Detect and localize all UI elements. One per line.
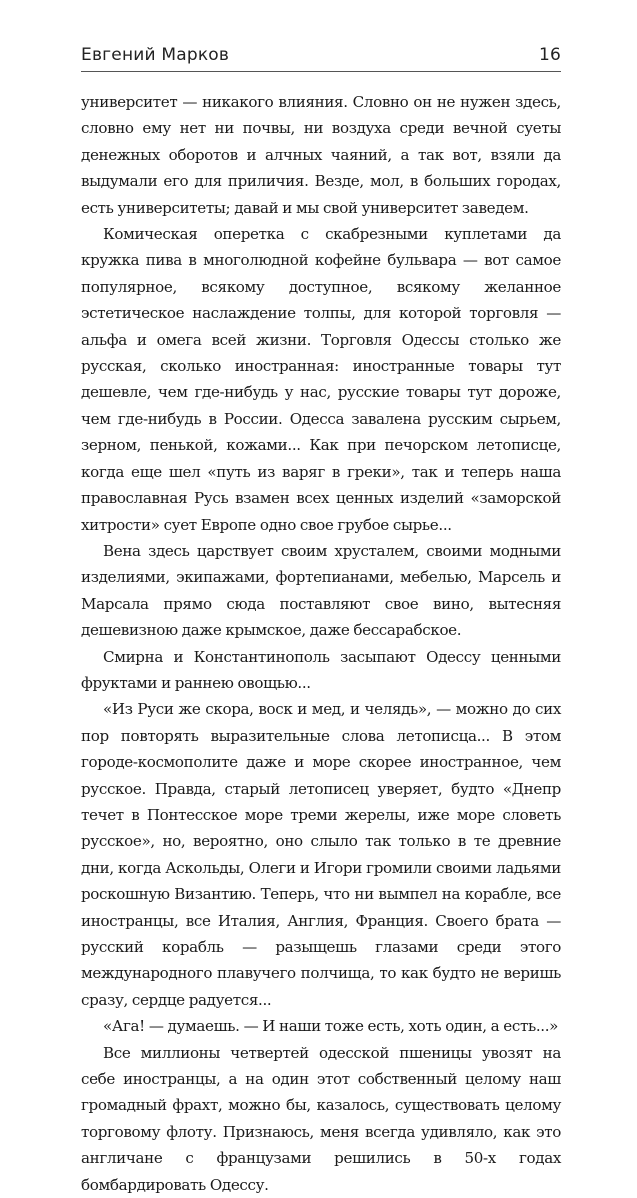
paragraph-2: Комическая оперетка с скабрезными куплетами да кружка пива в многолюдной кофейне бульвара — вот самое популярное, всякому доступное, всякому желанное эстетическое наслаждение толпы, для которой торговля — альфа и омега всей жизни. Торговля Одессы столько же русская, сколько иностранная: иностранные товары тут дешевле, чем где-нибудь у нас, русские товары тут дороже, чем где-нибудь в России. Одесса завалена русским сырьем, зерном, пенькой, кожами... Как при печорском летописце, когда еще шел «путь из варяг в греки», так и теперь наша православная Русь взамен всех ценных изделий «заморской хитрости» сует Европе одно свое грубое сырье... <box>81 225 561 534</box>
author-name: Евгений Марков <box>81 45 230 65</box>
page-number: 16 <box>538 45 561 65</box>
body-text <box>81 89 561 1198</box>
paragraph-3: Вена здесь царствует своим хрусталем, своими модными изделиями, экипажами, фортепианами, мебелью, Марсель и Марсала прямо сюда поставляют свое вино, вытесняя дешевизною даже крымское, даже бессарабское. <box>81 541 561 640</box>
paragraph-4: Смирна и Константинополь засыпают Одессу ценными фруктами и раннею овощью... <box>81 647 561 692</box>
paragraph-1: университет — никакого влияния. Словно он не нужен здесь, словно ему нет ни почвы, ни воздуха среди вечной суеты денежных оборотов и алчных чаяний, а так вот, взяли да выдумали его для приличия. Везде, мол, в больших городах, есть университеты; давай и мы свой университет заведем. <box>81 93 561 217</box>
paragraph-6: «Ага! — думаешь. — И наши тоже есть, хоть один, а есть...» <box>103 1017 559 1036</box>
running-header <box>81 39 561 65</box>
paragraph-5: «Из Руси же скора, воск и мед, и челядь», — можно до сих пор повторять выразительные слова летописца... В этом городе-космополите даже и море скорее иностранное, чем русское. Правда, старый летописец уверяет, будто «Днепр течет в Понтесское море треми жерелы, иже море словеть русское», но, вероятно, оно слыло так только в те древние дни, когда Аскольды, Олеги и Игори громили своими ладьями роскошную Византию. Теперь, что ни вымпел на корабле, все иностранцы, все Италия, Англия, Франция. Своего брата — русский корабль — разыщешь глазами среди этого международного плавучего полчища, то как будто не веришь сразу, сердце радуется... <box>81 700 561 1009</box>
header-divider <box>81 71 561 72</box>
paragraph-7: Все миллионы четвертей одесской пшеницы увозят на себе иностранцы, а на один этот собственный целому наш громадный фрахт, можно бы, казалось, существовать целому торговому флоту. Признаюсь, меня всегда удивляло, как это англичане с французами решились в 50-х годах бомбардировать Одессу. <box>81 1043 561 1194</box>
